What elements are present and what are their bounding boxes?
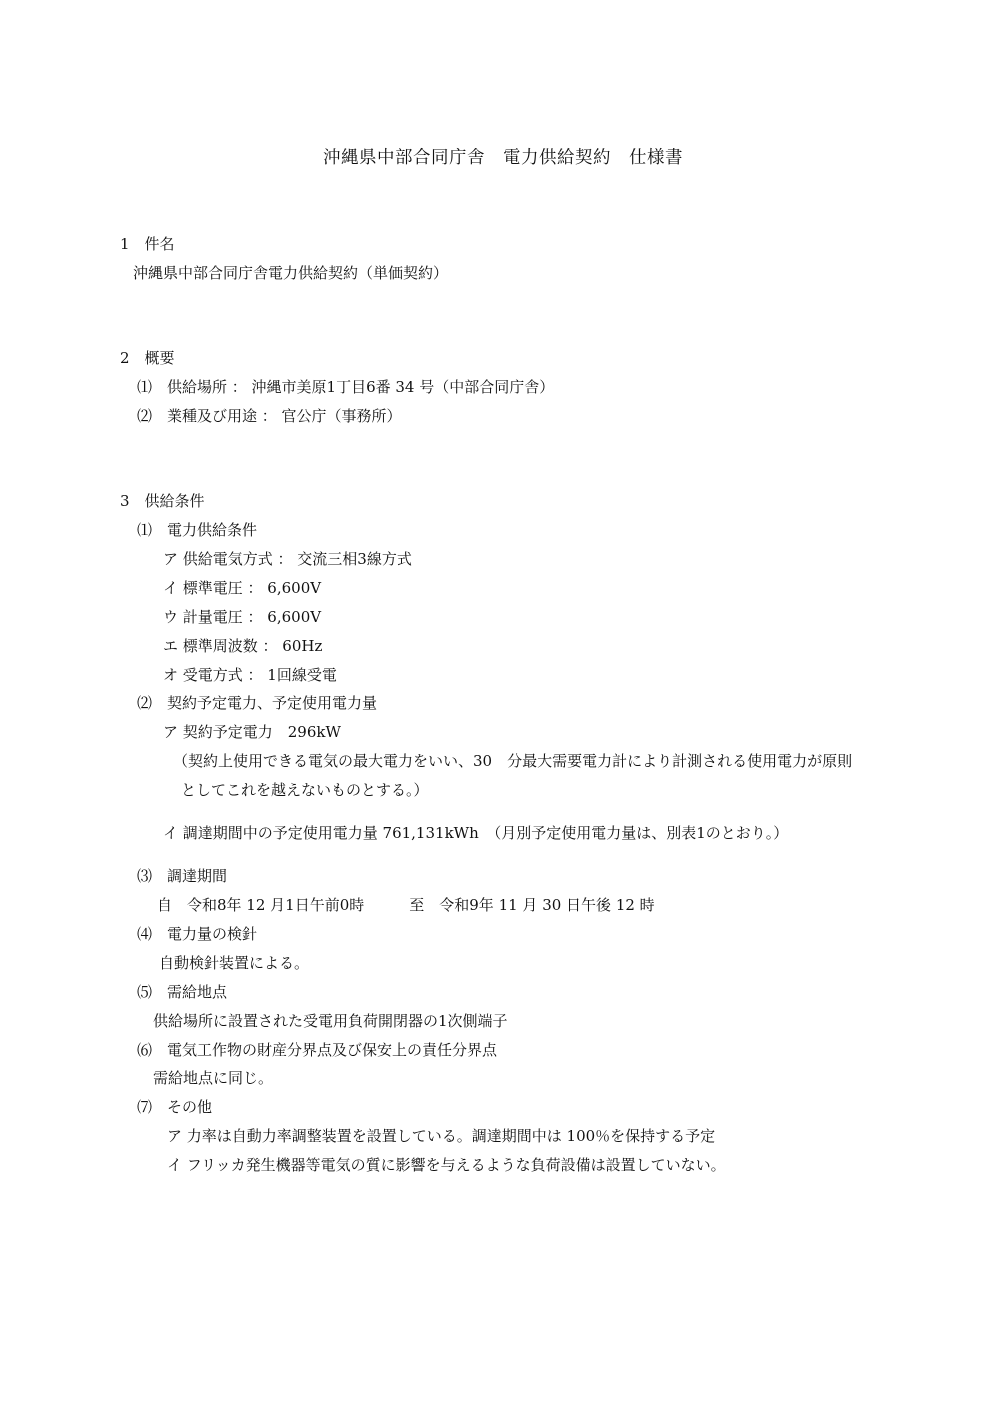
clause-3-body: 自 令和8年 12 月1日午前0時 至 令和9年 11 月 30 日午後 12 時 xyxy=(157,896,655,914)
clause-4-body: 自動検針装置による。 xyxy=(159,954,310,972)
clause-6-heading: ⑹ 電気工作物の財産分界点及び保安上の責任分界点 xyxy=(137,1041,498,1059)
clause-1-item-o: オ 受電方式 ： 1回線受電 xyxy=(163,666,337,684)
clause-4-heading: ⑷ 電力量の検針 xyxy=(137,925,258,943)
clause-2-note-line-2: としてこれを越えないものとする。） xyxy=(181,781,429,799)
clause-5-body: 供給場所に設置された受電用負荷開閉器の1次側端子 xyxy=(153,1012,508,1030)
section-1-body: 沖縄県中部合同庁舎電力供給契約（単価契約） xyxy=(133,264,449,282)
clause-2-heading: ⑵ 契約予定電力、予定使用電力量 xyxy=(137,694,378,712)
clause-1-item-u: ウ 計量電圧 ： 6,600V xyxy=(163,608,322,626)
section-2-heading: 2 概要 xyxy=(120,349,175,367)
clause-3-heading: ⑶ 調達期間 xyxy=(137,867,228,885)
document-title: 沖縄県中部合同庁舎 電力供給契約 仕様書 xyxy=(323,148,683,168)
clause-1-item-e: エ 標準周波数 ： 60Hz xyxy=(163,637,323,655)
clause-7-heading: ⑺ その他 xyxy=(137,1098,213,1116)
clause-1-item-i: イ 標準電圧 ： 6,600V xyxy=(163,579,322,597)
section-3-heading: 3 供給条件 xyxy=(120,492,205,510)
section-2-item-2: ⑵ 業種及び用途 ： 官公庁（事務所） xyxy=(137,407,402,425)
clause-5-heading: ⑸ 需給地点 xyxy=(137,983,228,1001)
clause-6-body: 需給地点に同じ。 xyxy=(153,1069,274,1087)
clause-2-note-line-1: （契約上使用できる電気の最大電力をいい、30 分最大需要電力計により計測される使用電力が原則 xyxy=(173,752,853,770)
clause-1-item-a: ア 供給電気方式 ： 交流三相3線方式 xyxy=(163,550,412,568)
clause-1-heading: ⑴ 電力供給条件 xyxy=(137,521,258,539)
clause-7-item-a: ア 力率は自動力率調整装置を設置している。調達期間中は 100％を保持する予定 xyxy=(167,1127,716,1145)
clause-7-item-i: イ フリッカ発生機器等電気の質に影響を与えるような負荷設備は設置していない。 xyxy=(167,1156,726,1174)
clause-2-item-i: イ 調達期間中の予定使用電力量 761,131kWh （月別予定使用電力量は、別表1のとおり。） xyxy=(163,824,789,842)
clause-2-item-a: ア 契約予定電力 296kW xyxy=(163,723,341,741)
section-1-heading: 1 件名 xyxy=(120,235,175,253)
section-2-item-1: ⑴ 供給場所 ： 沖縄市美原1丁目6番 34 号（中部合同庁舎） xyxy=(137,378,555,396)
